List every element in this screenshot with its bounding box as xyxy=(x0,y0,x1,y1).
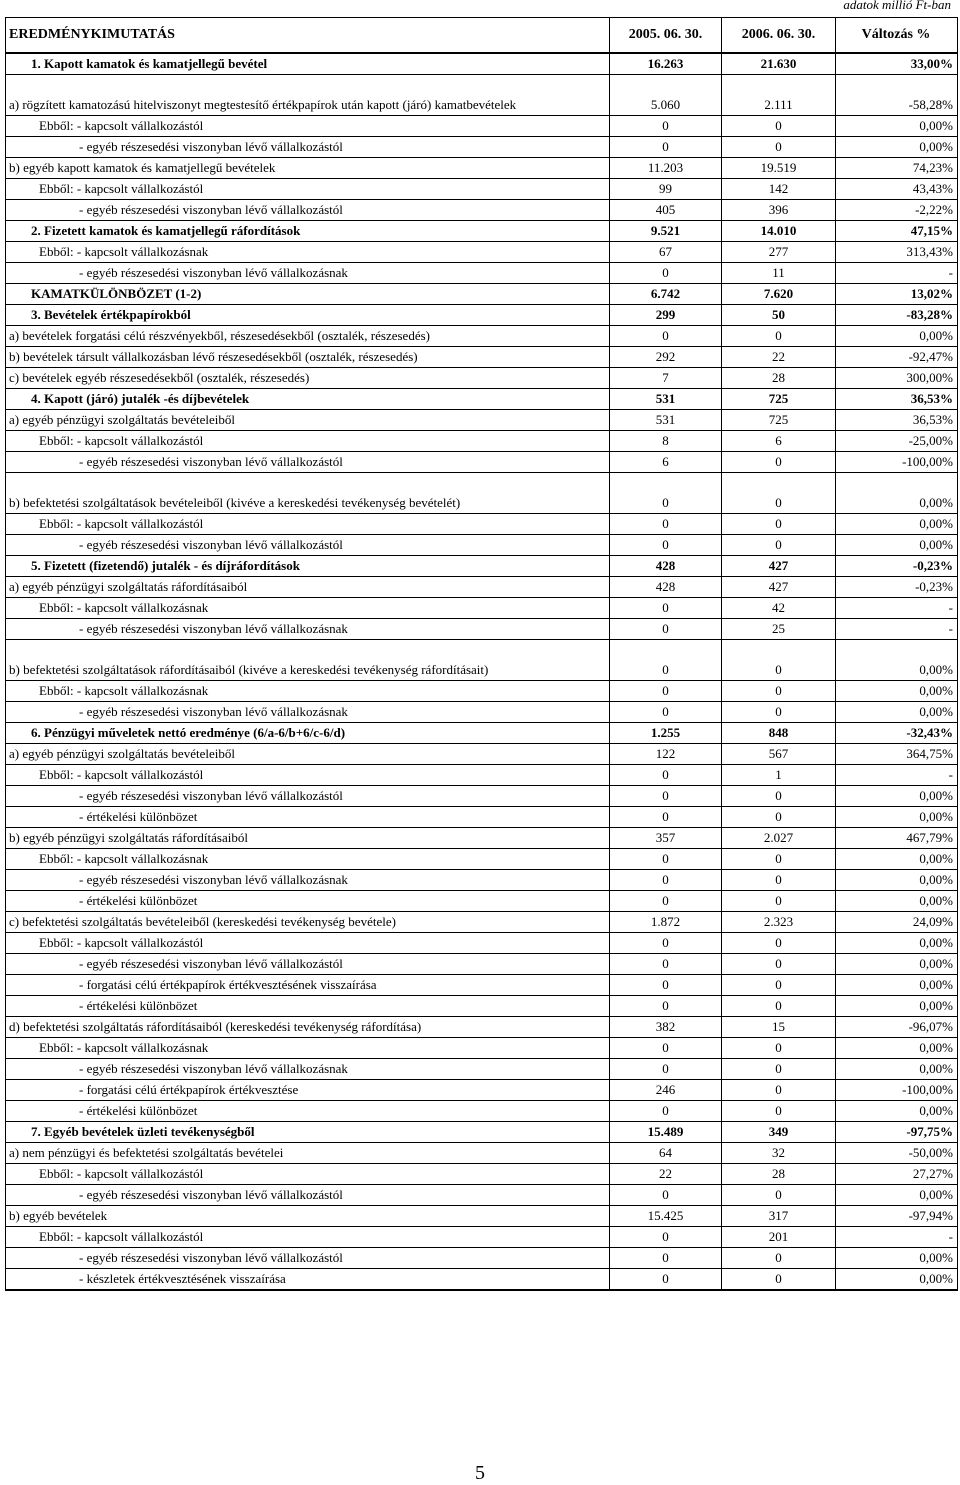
table-row xyxy=(6,954,958,975)
value-2005: 0 xyxy=(610,1185,722,1206)
value-2006: 0 xyxy=(722,326,836,347)
value-2006: 14.010 xyxy=(722,221,836,242)
value-2006: 0 xyxy=(722,807,836,828)
row-label: KAMATKÜLÖNBÖZET (1-2) xyxy=(6,284,610,305)
income-statement-table xyxy=(5,17,958,1291)
page-number: 5 xyxy=(475,1462,485,1484)
change-percent: 0,00% xyxy=(836,535,958,556)
value-2005: 1.872 xyxy=(610,912,722,933)
change-percent: 47,15% xyxy=(836,221,958,242)
value-2005: 122 xyxy=(610,744,722,765)
value-2005: 357 xyxy=(610,828,722,849)
change-percent: 74,23% xyxy=(836,158,958,179)
value-2005: 0 xyxy=(610,116,722,137)
table-row xyxy=(6,807,958,828)
value-2005: 0 xyxy=(610,1101,722,1122)
table-row xyxy=(6,1143,958,1164)
value-2006: 0 xyxy=(722,996,836,1017)
table-row xyxy=(6,1185,958,1206)
value-2005: 0 xyxy=(610,619,722,640)
value-2006: 142 xyxy=(722,179,836,200)
table-row xyxy=(6,1248,958,1269)
table-row xyxy=(6,975,958,996)
value-2005: 0 xyxy=(610,326,722,347)
table-row xyxy=(6,473,958,514)
change-percent: 43,43% xyxy=(836,179,958,200)
row-label: 4. Kapott (járó) jutalék -és díjbevételek xyxy=(6,389,610,410)
value-2006: 0 xyxy=(722,702,836,723)
value-2006: 2.323 xyxy=(722,912,836,933)
value-2005: 428 xyxy=(610,577,722,598)
change-percent: 0,00% xyxy=(836,473,958,514)
table-row xyxy=(6,828,958,849)
change-percent: -97,94% xyxy=(836,1206,958,1227)
row-label: - értékelési különbözet xyxy=(6,807,610,828)
row-label: - értékelési különbözet xyxy=(6,1101,610,1122)
value-2006: 396 xyxy=(722,200,836,221)
value-2006: 2.111 xyxy=(722,75,836,116)
change-percent: 27,27% xyxy=(836,1164,958,1185)
change-percent: 0,00% xyxy=(836,702,958,723)
value-2005: 15.489 xyxy=(610,1122,722,1143)
change-percent: -97,75% xyxy=(836,1122,958,1143)
row-label: Ebből: - kapcsolt vállalkozásnak xyxy=(6,242,610,263)
row-label: c) befektetési szolgáltatás bevételeiből (kereskedési tevékenység bevétele) xyxy=(6,912,610,933)
value-2006: 427 xyxy=(722,556,836,577)
row-label: - egyéb részesedési viszonyban lévő vállalkozástól xyxy=(6,535,610,556)
change-percent: 0,00% xyxy=(836,1038,958,1059)
value-2006: 1 xyxy=(722,765,836,786)
table-row xyxy=(6,116,958,137)
table-row xyxy=(6,912,958,933)
row-label: - egyéb részesedési viszonyban lévő vállalkozásnak xyxy=(6,619,610,640)
change-percent: 0,00% xyxy=(836,786,958,807)
change-percent: 13,02% xyxy=(836,284,958,305)
value-2006: 6 xyxy=(722,431,836,452)
change-percent: 300,00% xyxy=(836,368,958,389)
change-percent: 0,00% xyxy=(836,137,958,158)
change-percent: 467,79% xyxy=(836,828,958,849)
value-2006: 7.620 xyxy=(722,284,836,305)
value-2005: 292 xyxy=(610,347,722,368)
value-2006: 0 xyxy=(722,535,836,556)
value-2005: 0 xyxy=(610,891,722,912)
table-row xyxy=(6,598,958,619)
table-row xyxy=(6,996,958,1017)
change-percent: 0,00% xyxy=(836,1248,958,1269)
change-percent: 0,00% xyxy=(836,975,958,996)
value-2005: 0 xyxy=(610,702,722,723)
value-2006: 0 xyxy=(722,1101,836,1122)
value-2005: 246 xyxy=(610,1080,722,1101)
value-2005: 0 xyxy=(610,849,722,870)
value-2006: 848 xyxy=(722,723,836,744)
table-row xyxy=(6,305,958,326)
value-2005: 0 xyxy=(610,975,722,996)
change-percent: -32,43% xyxy=(836,723,958,744)
row-label: Ebből: - kapcsolt vállalkozástól xyxy=(6,116,610,137)
table-row xyxy=(6,158,958,179)
table-row xyxy=(6,179,958,200)
change-percent: 36,53% xyxy=(836,389,958,410)
row-label: b) bevételek társult vállalkozásban lévő részesedésekből (osztalék, részesedés) xyxy=(6,347,610,368)
row-label: a) egyéb pénzügyi szolgáltatás ráfordításaiból xyxy=(6,577,610,598)
value-2006: 0 xyxy=(722,870,836,891)
table-row xyxy=(6,744,958,765)
table-row xyxy=(6,535,958,556)
row-label: - egyéb részesedési viszonyban lévő vállalkozástól xyxy=(6,786,610,807)
table-row xyxy=(6,431,958,452)
value-2006: 0 xyxy=(722,514,836,535)
row-label: - egyéb részesedési viszonyban lévő vállalkozásnak xyxy=(6,263,610,284)
row-label: a) rögzített kamatozású hitelviszonyt megtestesítő értékpapírok után kapott (járó) kamatbevételek xyxy=(6,75,610,116)
row-label: b) egyéb kapott kamatok és kamatjellegű bevételek xyxy=(6,158,610,179)
row-label: Ebből: - kapcsolt vállalkozástól xyxy=(6,1227,610,1248)
value-2006: 567 xyxy=(722,744,836,765)
row-label: 1. Kapott kamatok és kamatjellegű bevétel xyxy=(6,53,610,75)
change-percent: 0,00% xyxy=(836,514,958,535)
row-label: b) befektetési szolgáltatások ráfordításaiból (kivéve a kereskedési tevékenység ráfordításait) xyxy=(6,640,610,681)
change-percent: 0,00% xyxy=(836,1059,958,1080)
row-label: - egyéb részesedési viszonyban lévő vállalkozásnak xyxy=(6,870,610,891)
value-2005: 0 xyxy=(610,1038,722,1059)
value-2005: 15.425 xyxy=(610,1206,722,1227)
row-label: a) egyéb pénzügyi szolgáltatás bevételeiből xyxy=(6,744,610,765)
table-row xyxy=(6,870,958,891)
value-2006: 0 xyxy=(722,786,836,807)
row-label: Ebből: - kapcsolt vállalkozásnak xyxy=(6,681,610,702)
row-label: 5. Fizetett (fizetendő) jutalék - és díjráfordítások xyxy=(6,556,610,577)
row-label: 2. Fizetett kamatok és kamatjellegű ráfordítások xyxy=(6,221,610,242)
change-percent: 0,00% xyxy=(836,891,958,912)
value-2005: 382 xyxy=(610,1017,722,1038)
value-2006: 15 xyxy=(722,1017,836,1038)
value-2005: 7 xyxy=(610,368,722,389)
value-2006: 0 xyxy=(722,1248,836,1269)
change-percent: 0,00% xyxy=(836,870,958,891)
value-2006: 28 xyxy=(722,368,836,389)
table-row xyxy=(6,263,958,284)
table-row xyxy=(6,221,958,242)
table-row xyxy=(6,200,958,221)
value-2006: 317 xyxy=(722,1206,836,1227)
change-percent: 0,00% xyxy=(836,1269,958,1291)
row-label: 6. Pénzügyi műveletek nettó eredménye (6/a-6/b+6/c-6/d) xyxy=(6,723,610,744)
change-percent: -58,28% xyxy=(836,75,958,116)
row-label: - értékelési különbözet xyxy=(6,891,610,912)
value-2006: 0 xyxy=(722,116,836,137)
value-2005: 0 xyxy=(610,514,722,535)
row-label: - egyéb részesedési viszonyban lévő vállalkozástól xyxy=(6,200,610,221)
change-percent: 0,00% xyxy=(836,807,958,828)
change-percent: -0,23% xyxy=(836,577,958,598)
value-2006: 201 xyxy=(722,1227,836,1248)
row-label: - forgatási célú értékpapírok értékvesztésének visszaírása xyxy=(6,975,610,996)
value-2005: 0 xyxy=(610,681,722,702)
table-row xyxy=(6,368,958,389)
change-percent: 0,00% xyxy=(836,954,958,975)
table-row xyxy=(6,1227,958,1248)
change-percent: -100,00% xyxy=(836,452,958,473)
change-percent: - xyxy=(836,619,958,640)
row-label: Ebből: - kapcsolt vállalkozástól xyxy=(6,514,610,535)
row-label: Ebből: - kapcsolt vállalkozástól xyxy=(6,1164,610,1185)
value-2006: 0 xyxy=(722,1059,836,1080)
table-row xyxy=(6,137,958,158)
unit-note: adatok millió Ft-ban xyxy=(843,0,951,12)
value-2006: 0 xyxy=(722,975,836,996)
table-row xyxy=(6,1038,958,1059)
value-2005: 0 xyxy=(610,1248,722,1269)
table-row xyxy=(6,410,958,431)
value-2005: 0 xyxy=(610,933,722,954)
table-row xyxy=(6,556,958,577)
row-label: - készletek értékvesztésének visszaírása xyxy=(6,1269,610,1291)
row-label: Ebből: - kapcsolt vállalkozástól xyxy=(6,431,610,452)
value-2006: 0 xyxy=(722,452,836,473)
value-2005: 8 xyxy=(610,431,722,452)
value-2006: 19.519 xyxy=(722,158,836,179)
value-2005: 531 xyxy=(610,410,722,431)
header-col-change: Változás % xyxy=(836,18,958,54)
value-2006: 0 xyxy=(722,473,836,514)
value-2005: 6.742 xyxy=(610,284,722,305)
row-label: - egyéb részesedési viszonyban lévő vállalkozástól xyxy=(6,137,610,158)
value-2005: 99 xyxy=(610,179,722,200)
value-2006: 277 xyxy=(722,242,836,263)
row-label: d) befektetési szolgáltatás ráfordításaiból (kereskedési tevékenység ráfordítása) xyxy=(6,1017,610,1038)
change-percent: 0,00% xyxy=(836,1101,958,1122)
table-row xyxy=(6,702,958,723)
value-2005: 6 xyxy=(610,452,722,473)
change-percent: - xyxy=(836,598,958,619)
table-row xyxy=(6,1080,958,1101)
value-2006: 42 xyxy=(722,598,836,619)
change-percent: 33,00% xyxy=(836,53,958,75)
value-2005: 0 xyxy=(610,1227,722,1248)
table-row xyxy=(6,933,958,954)
table-row xyxy=(6,619,958,640)
row-label: Ebből: - kapcsolt vállalkozástól xyxy=(6,179,610,200)
row-label: 7. Egyéb bevételek üzleti tevékenységből xyxy=(6,1122,610,1143)
header-col-2005: 2005. 06. 30. xyxy=(610,18,722,54)
row-label: Ebből: - kapcsolt vállalkozástól xyxy=(6,765,610,786)
value-2006: 0 xyxy=(722,681,836,702)
value-2005: 5.060 xyxy=(610,75,722,116)
row-label: a) bevételek forgatási célú részvényekből, részesedésekből (osztalék, részesedés) xyxy=(6,326,610,347)
change-percent: -0,23% xyxy=(836,556,958,577)
change-percent: 0,00% xyxy=(836,681,958,702)
value-2006: 32 xyxy=(722,1143,836,1164)
table-row xyxy=(6,1164,958,1185)
change-percent: 364,75% xyxy=(836,744,958,765)
value-2006: 22 xyxy=(722,347,836,368)
value-2005: 405 xyxy=(610,200,722,221)
value-2005: 0 xyxy=(610,473,722,514)
value-2005: 22 xyxy=(610,1164,722,1185)
table-row xyxy=(6,1206,958,1227)
change-percent: 36,53% xyxy=(836,410,958,431)
change-percent: 0,00% xyxy=(836,1185,958,1206)
change-percent: -25,00% xyxy=(836,431,958,452)
table-row xyxy=(6,284,958,305)
value-2006: 11 xyxy=(722,263,836,284)
header-row xyxy=(6,18,958,54)
row-label: Ebből: - kapcsolt vállalkozásnak xyxy=(6,598,610,619)
header-title: EREDMÉNYKIMUTATÁS xyxy=(6,18,610,54)
value-2006: 0 xyxy=(722,849,836,870)
table-row xyxy=(6,1269,958,1291)
value-2006: 28 xyxy=(722,1164,836,1185)
row-label: c) bevételek egyéb részesedésekből (osztalék, részesedés) xyxy=(6,368,610,389)
change-percent: -50,00% xyxy=(836,1143,958,1164)
value-2005: 0 xyxy=(610,137,722,158)
row-label: b) egyéb pénzügyi szolgáltatás ráfordításaiból xyxy=(6,828,610,849)
table-row xyxy=(6,452,958,473)
value-2006: 0 xyxy=(722,1269,836,1291)
change-percent: -100,00% xyxy=(836,1080,958,1101)
table-row xyxy=(6,786,958,807)
change-percent: -96,07% xyxy=(836,1017,958,1038)
value-2006: 427 xyxy=(722,577,836,598)
income-statement-body xyxy=(6,18,958,1291)
change-percent: 0,00% xyxy=(836,326,958,347)
table-row xyxy=(6,765,958,786)
row-label: b) befektetési szolgáltatások bevételeiből (kivéve a kereskedési tevékenység bevételét) xyxy=(6,473,610,514)
value-2005: 9.521 xyxy=(610,221,722,242)
table-row xyxy=(6,75,958,116)
change-percent: 0,00% xyxy=(836,116,958,137)
table-row xyxy=(6,1101,958,1122)
table-row xyxy=(6,723,958,744)
row-label: - egyéb részesedési viszonyban lévő vállalkozásnak xyxy=(6,702,610,723)
table-row xyxy=(6,681,958,702)
value-2005: 0 xyxy=(610,1059,722,1080)
value-2005: 428 xyxy=(610,556,722,577)
value-2005: 0 xyxy=(610,765,722,786)
change-percent: 0,00% xyxy=(836,933,958,954)
change-percent: -83,28% xyxy=(836,305,958,326)
value-2005: 299 xyxy=(610,305,722,326)
row-label: - egyéb részesedési viszonyban lévő vállalkozástól xyxy=(6,1185,610,1206)
table-row xyxy=(6,891,958,912)
value-2006: 0 xyxy=(722,137,836,158)
table-row xyxy=(6,1017,958,1038)
value-2005: 64 xyxy=(610,1143,722,1164)
table-row xyxy=(6,347,958,368)
value-2006: 0 xyxy=(722,1038,836,1059)
value-2005: 0 xyxy=(610,996,722,1017)
value-2005: 1.255 xyxy=(610,723,722,744)
value-2005: 0 xyxy=(610,870,722,891)
row-label: a) egyéb pénzügyi szolgáltatás bevételeiből xyxy=(6,410,610,431)
table-row xyxy=(6,1122,958,1143)
value-2006: 0 xyxy=(722,891,836,912)
change-percent: 24,09% xyxy=(836,912,958,933)
change-percent: -2,22% xyxy=(836,200,958,221)
row-label: Ebből: - kapcsolt vállalkozástól xyxy=(6,933,610,954)
row-label: - egyéb részesedési viszonyban lévő vállalkozástól xyxy=(6,954,610,975)
value-2005: 0 xyxy=(610,807,722,828)
value-2006: 725 xyxy=(722,389,836,410)
value-2006: 0 xyxy=(722,640,836,681)
value-2005: 0 xyxy=(610,598,722,619)
row-label: b) egyéb bevételek xyxy=(6,1206,610,1227)
value-2005: 0 xyxy=(610,786,722,807)
row-label: - egyéb részesedési viszonyban lévő vállalkozástól xyxy=(6,1248,610,1269)
value-2006: 0 xyxy=(722,954,836,975)
change-percent: 0,00% xyxy=(836,849,958,870)
value-2006: 50 xyxy=(722,305,836,326)
value-2006: 349 xyxy=(722,1122,836,1143)
table-row xyxy=(6,640,958,681)
value-2006: 25 xyxy=(722,619,836,640)
table-row xyxy=(6,1059,958,1080)
row-label: - egyéb részesedési viszonyban lévő vállalkozásnak xyxy=(6,1059,610,1080)
value-2005: 531 xyxy=(610,389,722,410)
value-2005: 11.203 xyxy=(610,158,722,179)
table-row xyxy=(6,577,958,598)
change-percent: - xyxy=(836,765,958,786)
change-percent: - xyxy=(836,263,958,284)
value-2005: 0 xyxy=(610,640,722,681)
change-percent: 313,43% xyxy=(836,242,958,263)
change-percent: 0,00% xyxy=(836,996,958,1017)
change-percent: 0,00% xyxy=(836,640,958,681)
row-label: Ebből: - kapcsolt vállalkozásnak xyxy=(6,849,610,870)
table-row xyxy=(6,326,958,347)
value-2005: 0 xyxy=(610,1269,722,1291)
change-percent: -92,47% xyxy=(836,347,958,368)
table-row xyxy=(6,242,958,263)
value-2005: 67 xyxy=(610,242,722,263)
row-label: Ebből: - kapcsolt vállalkozásnak xyxy=(6,1038,610,1059)
value-2005: 16.263 xyxy=(610,53,722,75)
table-row xyxy=(6,53,958,75)
row-label: a) nem pénzügyi és befektetési szolgáltatás bevételei xyxy=(6,1143,610,1164)
header-col-2006: 2006. 06. 30. xyxy=(722,18,836,54)
table-row xyxy=(6,849,958,870)
value-2006: 0 xyxy=(722,1080,836,1101)
row-label: - értékelési különbözet xyxy=(6,996,610,1017)
change-percent: - xyxy=(836,1227,958,1248)
value-2005: 0 xyxy=(610,535,722,556)
row-label: - forgatási célú értékpapírok értékvesztése xyxy=(6,1080,610,1101)
value-2006: 0 xyxy=(722,1185,836,1206)
table-row xyxy=(6,514,958,535)
row-label: 3. Bevételek értékpapírokból xyxy=(6,305,610,326)
value-2006: 21.630 xyxy=(722,53,836,75)
row-label: - egyéb részesedési viszonyban lévő vállalkozástól xyxy=(6,452,610,473)
value-2005: 0 xyxy=(610,263,722,284)
value-2006: 2.027 xyxy=(722,828,836,849)
value-2006: 0 xyxy=(722,933,836,954)
table-row xyxy=(6,389,958,410)
value-2005: 0 xyxy=(610,954,722,975)
value-2006: 725 xyxy=(722,410,836,431)
